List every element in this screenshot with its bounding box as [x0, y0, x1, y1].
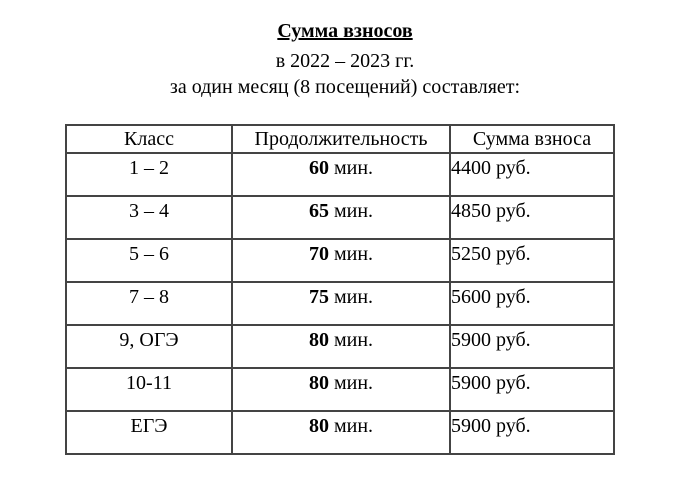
duration-cell: [232, 411, 450, 454]
duration-cell: [232, 239, 450, 282]
fee-cell: 5900 руб.: [450, 368, 614, 411]
column-header-fee: Сумма взноса: [450, 125, 614, 153]
fee-cell: 5250 руб.: [450, 239, 614, 282]
fee-cell: 4400 руб.: [450, 153, 614, 196]
document-subtitle-period: за один месяц (8 посещений) составляет:: [169, 76, 521, 98]
duration-unit: мин.: [328, 372, 374, 394]
table-row: [66, 411, 614, 454]
duration-cell: [232, 325, 450, 368]
table-row: [66, 325, 614, 368]
class-cell: 9, ОГЭ: [66, 325, 232, 368]
class-cell: 5 – 6: [66, 239, 232, 282]
document-title: Сумма взносов: [277, 20, 413, 42]
duration-unit: мин.: [328, 329, 374, 351]
class-cell: ЕГЭ: [66, 411, 232, 454]
table-row: [66, 368, 614, 411]
duration-value: 80: [308, 415, 329, 437]
duration-unit: мин.: [328, 243, 374, 265]
document-subtitle-years: в 2022 – 2023 гг.: [275, 50, 415, 72]
table-row: [66, 239, 614, 282]
table-row: [66, 196, 614, 239]
duration-value: 65: [308, 200, 329, 222]
class-cell: 3 – 4: [66, 196, 232, 239]
duration-unit: мин.: [328, 415, 374, 437]
duration-value: 70: [308, 243, 329, 265]
duration-cell: [232, 196, 450, 239]
duration-cell: [232, 282, 450, 325]
table-row: [66, 153, 614, 196]
duration-value: 75: [308, 286, 329, 308]
class-cell: 7 – 8: [66, 282, 232, 325]
fee-cell: 5900 руб.: [450, 411, 614, 454]
duration-value: 60: [308, 157, 329, 179]
column-header-duration: Продолжительность: [232, 125, 450, 153]
class-cell: 10-11: [66, 368, 232, 411]
column-header-class: Класс: [66, 125, 232, 153]
class-cell: 1 – 2: [66, 153, 232, 196]
duration-value: 80: [308, 372, 329, 394]
fee-cell: 5900 руб.: [450, 325, 614, 368]
fee-cell: 5600 руб.: [450, 282, 614, 325]
duration-unit: мин.: [328, 200, 374, 222]
duration-value: 80: [308, 329, 329, 351]
fee-cell: 4850 руб.: [450, 196, 614, 239]
duration-unit: мин.: [328, 157, 374, 179]
duration-unit: мин.: [328, 286, 374, 308]
fees-table: [65, 124, 615, 455]
duration-cell: [232, 153, 450, 196]
table-row: [66, 282, 614, 325]
table-header-row: [66, 125, 614, 153]
duration-cell: [232, 368, 450, 411]
